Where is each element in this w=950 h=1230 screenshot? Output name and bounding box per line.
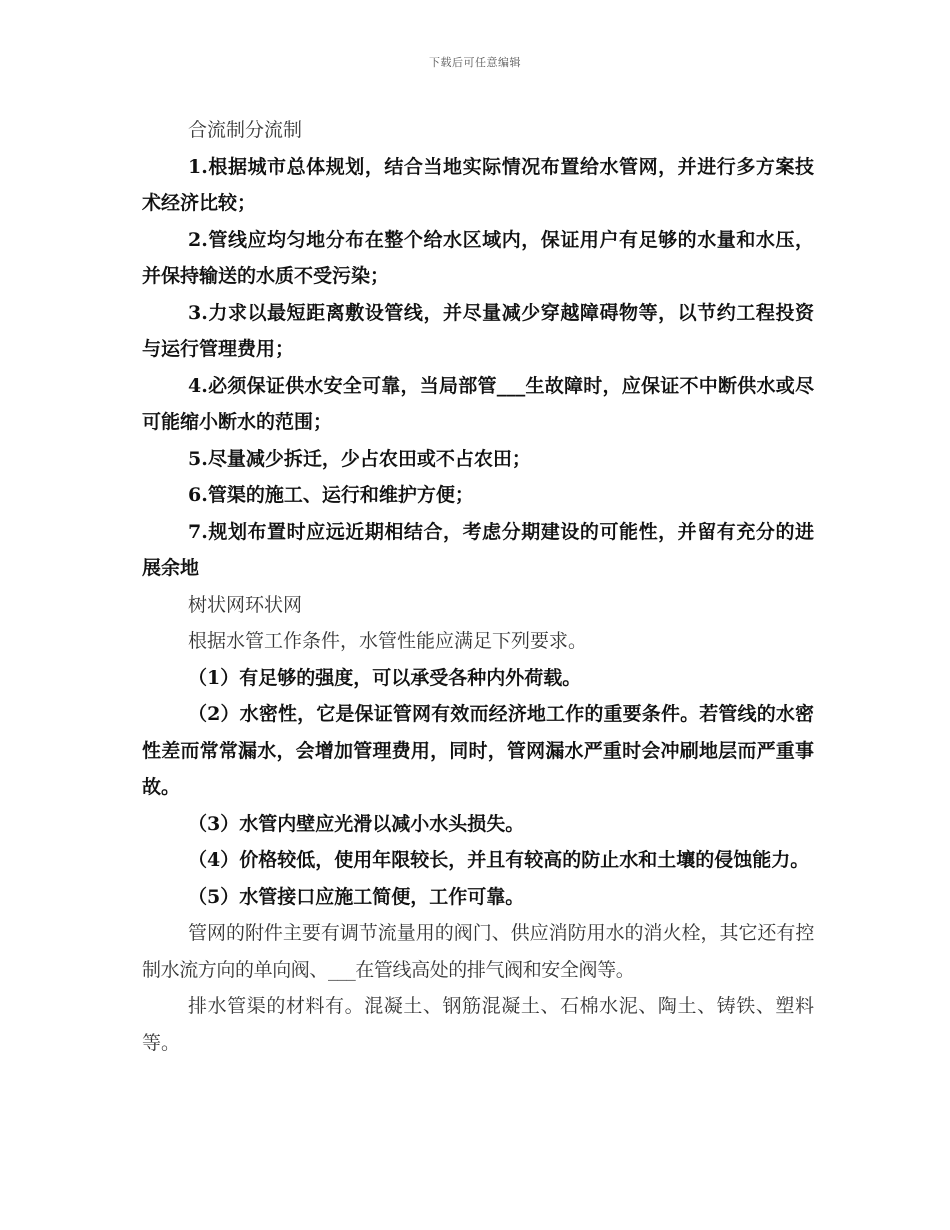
paragraph-item-2: 2.管线应均匀地分布在整个给水区域内，保证用户有足够的水量和水压，并保持输送的水质不受污染； [142,228,814,287]
paragraph-item-5: 5.尽量减少拆迁，少占农田或不占农田； [188,447,531,470]
paragraph-item-7: 7.规划布置时应远近期相结合，考虑分期建设的可能性，并留有充分的进展余地 [142,520,814,579]
paragraph-item-3: 3.力求以最短距离敷设管线，并尽量减少穿越障碍物等，以节约工程投资与运行管理费用； [142,301,814,360]
paragraph-item-1: 1.根据城市总体规划，结合当地实际情况布置给水管网，并进行多方案技术经济比较； [142,155,814,214]
page-header-note: 下载后可任意编辑 [429,56,521,69]
paragraph-network-types: 树状网环状网 [188,593,303,616]
paragraph-item-6: 6.管渠的施工、运行和维护方便； [188,484,474,506]
paragraph-requirement-5: （5）水管接口应施工简便，工作可靠。 [188,885,525,908]
paragraph-requirement-4: （4）价格较低，使用年限较长，并且有较高的防止水和土壤的侵蚀能力。 [188,849,810,871]
paragraph-item-4: 4.必须保证供水安全可靠，当局部管___生故障时，应保证不中断供水或尽可能缩小断水的范围； [142,374,814,433]
paragraph-network-accessories: 管网的附件主要有调节流量用的阀门、供应消防用水的消火栓，其它还有控制水流方向的单向阀、___在管线高处的排气阀和安全阀等。 [142,922,814,981]
paragraph-requirement-2: （2）水密性，它是保证管网有效而经济地工作的重要条件。若管线的水密性差而常常漏水，会增加管理费用，同时，管网漏水严重时会冲刷地层而严重事故。 [142,703,814,798]
paragraph-drainage-systems: 合流制分流制 [188,119,303,141]
document-body [142,112,814,1061]
paragraph-drainage-materials: 排水管渠的材料有。混凝土、钢筋混凝土、石棉水泥、陶土、铸铁、塑料等。 [142,995,814,1054]
paragraph-requirement-3: （3）水管内壁应光滑以减小水头损失。 [188,812,525,835]
paragraph-pipe-requirements-intro: 根据水管工作条件，水管性能应满足下列要求。 [188,630,588,652]
paragraph-requirement-1: （1）有足够的强度，可以承受各种内外荷载。 [188,666,582,689]
